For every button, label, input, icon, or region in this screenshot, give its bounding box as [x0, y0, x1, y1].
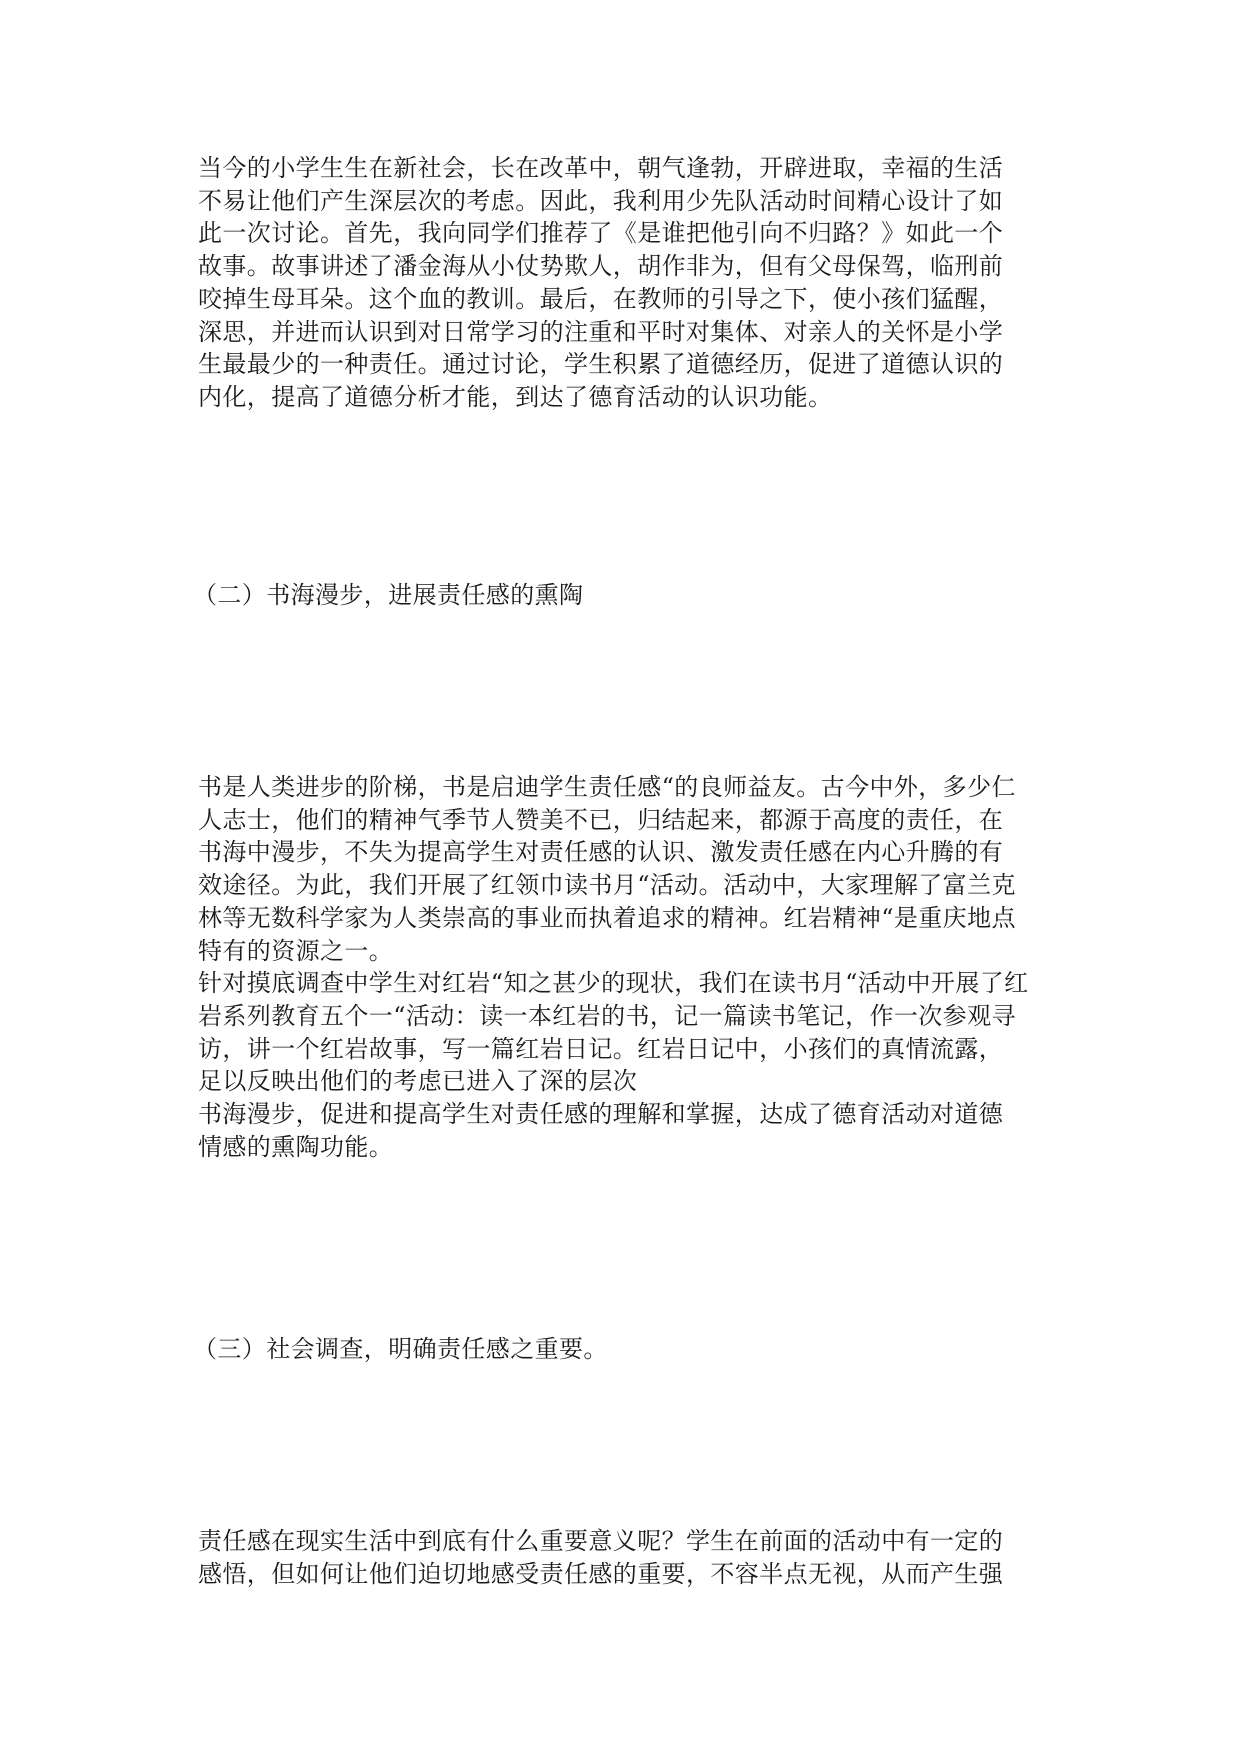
paragraph-line: 当今的小学生生在新社会，长在改革中，朝气逢勃，开辟进取，幸福的生活 — [198, 154, 1004, 182]
paragraph-line: 书是人类进步的阶梯，书是启迪学生责任感“的良师益友。古今中外，多少仁 — [198, 773, 1016, 801]
paragraph-line: 感悟，但如何让他们迫切地感受责任感的重要，不容半点无视，从而产生强 — [198, 1559, 1004, 1588]
paragraph-3 — [198, 1525, 1058, 1590]
paragraph-line: 书海中漫步，不失为提高学生对责任感的认识、激发责任感在内心升腾的有 — [198, 838, 1004, 867]
paragraph-line: 生最最少的一种责任。通过讨论，学生积累了道德经历，促进了道德认识的 — [198, 350, 1004, 379]
paragraph-line: 故事。故事讲述了潘金海从小仗势欺人，胡作非为，但有父母保驾，临刑前 — [198, 252, 1004, 281]
paragraph-line: 咬掉生母耳朵。这个血的教训。最后，在教师的引导之下，使小孩们猛醒， — [198, 284, 1004, 313]
paragraph-1 — [198, 152, 1058, 414]
section-heading-3: （三）社会调查，明确责任感之重要。 — [193, 1335, 608, 1363]
paragraph-line: 特有的资源之一。 — [198, 936, 394, 965]
paragraph-line: 深思，并进而认识到对日常学习的注重和平时对集体、对亲人的关怀是小学 — [198, 317, 1004, 346]
paragraph-line: 情感的熏陶功能。 — [198, 1132, 394, 1161]
paragraph-line: 针对摸底调查中学生对红岩“知之甚少的现状，我们在读书月“活动中开展了红 — [198, 969, 1029, 998]
paragraph-line: 岩系列教育五个一“活动：读一本红岩的书，记一篇读书笔记，作一次参观寻 — [198, 1001, 1016, 1030]
paragraph-line: 访，讲一个红岩故事，写一篇红岩日记。红岩日记中，小孩们的真情流露， — [198, 1034, 1004, 1063]
paragraph-line: 人志士，他们的精神气季节人赞美不已，归结起来，都源于高度的责任，在 — [198, 805, 1004, 834]
paragraph-line: 书海漫步，促进和提高学生对责任感的理解和掌握，达成了德育活动对道德 — [198, 1100, 1004, 1129]
paragraph-line: 不易让他们产生深层次的考虑。因此，我利用少先队活动时间精心设计了如 — [198, 186, 1004, 215]
section-heading-2: （二）书海漫步，进展责任感的熏陶 — [193, 581, 584, 609]
paragraph-line: 内化，提高了道德分析才能，到达了德育活动的认识功能。 — [198, 382, 833, 411]
paragraph-line: 林等无数科学家为人类崇高的事业而执着追求的精神。红岩精神“是重庆地点 — [198, 903, 1016, 932]
paragraph-2 — [198, 771, 1058, 1163]
paragraph-line: 足以反映出他们的考虑已进入了深的层次 — [198, 1067, 638, 1096]
paragraph-line: 责任感在现实生活中到底有什么重要意义呢？学生在前面的活动中有一定的 — [198, 1527, 1004, 1555]
paragraph-line: 此一次讨论。首先，我向同学们推荐了《是谁把他引向不归路？》如此一个 — [198, 219, 1004, 248]
paragraph-line: 效途径。为此，我们开展了红领巾读书月“活动。活动中，大家理解了富兰克 — [198, 871, 1016, 900]
